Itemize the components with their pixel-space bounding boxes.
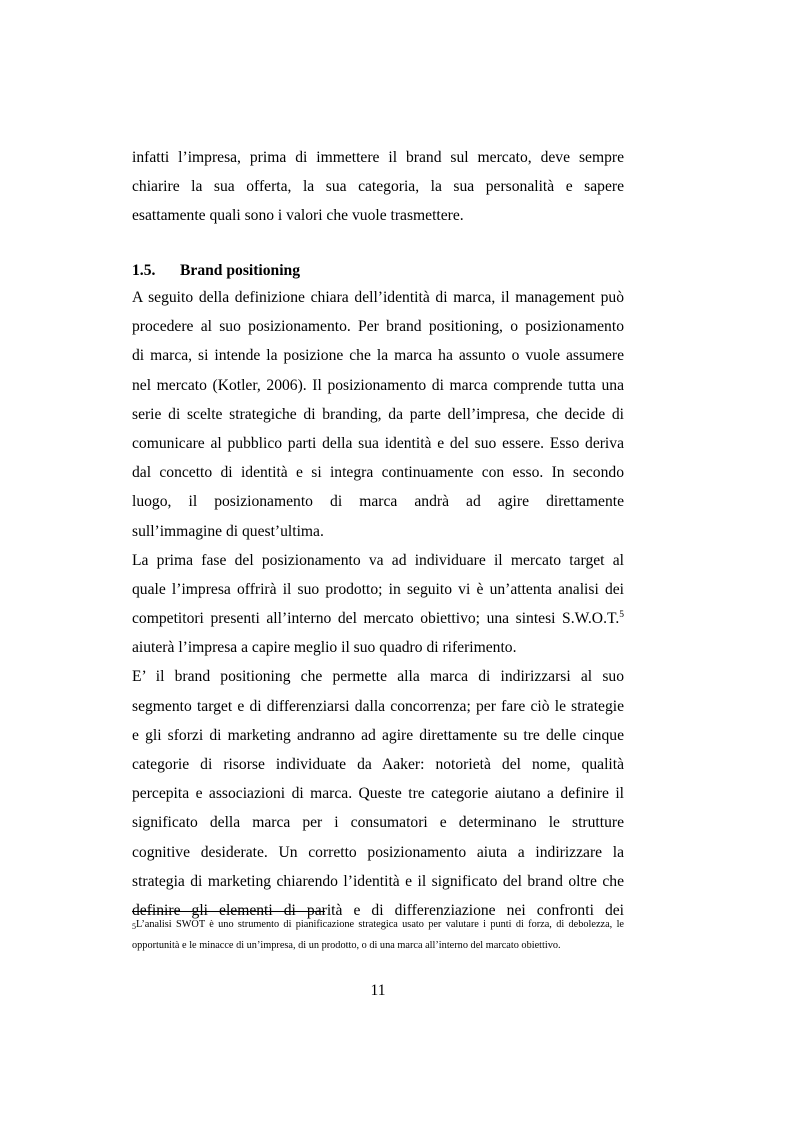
text-line: infatti l’impresa, prima di immettere il brand sul mercato, deve sempre — [132, 149, 624, 166]
text-line: significato della marca per i consumatori e determinano le strutture — [132, 814, 624, 832]
text-line: strategia di marketing chiarendo l’identità e il significato del brand oltre che — [132, 872, 624, 890]
body-text — [132, 283, 624, 925]
footnote-line — [132, 914, 624, 935]
text-line: di marca, si intende la posizione che la marca ha assunto o vuole assumere — [132, 347, 624, 365]
text-line: e gli sforzi di marketing andranno ad agire direttamente su tre delle cinque — [132, 726, 624, 744]
footnote-reference: 5 — [619, 610, 624, 621]
text-line: percepita e associazioni di marca. Queste tre categorie aiutano a definire il — [132, 785, 624, 803]
footnote-text: L’analisi SWOT è uno strumento di pianificazione strategica usato per valutare i punti di forza, di debolezza, le — [136, 919, 624, 930]
text-line: La prima fase del posizionamento va ad individuare il mercato target al — [132, 551, 624, 569]
footnote-marker: 5 — [132, 922, 136, 931]
text-line: serie di scelte strategiche di branding, da parte dell’impresa, che decide di — [132, 405, 624, 423]
text-line: comunicare al pubblico parti della sua identità e del suo essere. Esso deriva — [132, 434, 624, 452]
text-line: chiarire la sua offerta, la sua categoria, la sua personalità e sapere — [132, 178, 624, 196]
section-heading — [132, 256, 624, 285]
text-line: cognitive desiderate. Un corretto posizionamento aiuta a indirizzare la — [132, 843, 624, 861]
footnote-line: opportunità e le minacce di un’impresa, di un prodotto, o di una marca all’interno del marcato obiettivo. — [132, 940, 561, 951]
intro-paragraph — [132, 143, 624, 231]
section-number: 1.5. — [132, 262, 156, 279]
text-line: nel mercato (Kotler, 2006). Il posizionamento di marca comprende tutta una — [132, 376, 624, 394]
text-line-with-footnote — [132, 604, 624, 633]
text-line: aiuterà l’impresa a capire meglio il suo quadro di riferimento. — [132, 639, 517, 657]
text-line: categorie di risorse individuate da Aaker: notorietà del nome, qualità — [132, 756, 624, 773]
page-number: 11 — [370, 982, 386, 999]
text-line: quale l’impresa offrirà il suo prodotto; in seguito vi è un’attenta analisi dei — [132, 580, 624, 598]
footnote — [132, 914, 624, 956]
text-line: esattamente quali sono i valori che vuole trasmettere. — [132, 207, 464, 225]
text-segment: competitori presenti all’interno del mercato obiettivo; una sintesi S.W.O.T. — [132, 610, 620, 628]
text-line: sull’immagine di quest’ultima. — [132, 522, 324, 540]
footnote-separator — [132, 911, 325, 912]
text-line: E’ il brand positioning che permette alla marca di indirizzarsi al suo — [132, 668, 624, 686]
text-line: A seguito della definizione chiara dell’identità di marca, il management può — [132, 289, 624, 306]
text-line: segmento target e di differenziarsi dalla concorrenza; per fare ciò le strategie — [132, 697, 624, 715]
text-line: procedere al suo posizionamento. Per brand positioning, o posizionamento — [132, 318, 624, 336]
section-title: Brand positioning — [180, 262, 301, 279]
text-line: luogo, il posizionamento di marca andrà ad agire direttamente — [132, 493, 624, 511]
text-line: dal concetto di identità e si integra continuamente con esso. In secondo — [132, 464, 624, 482]
text-line: definire gli elementi di parità e di differenziazione nei confronti dei — [132, 901, 624, 919]
